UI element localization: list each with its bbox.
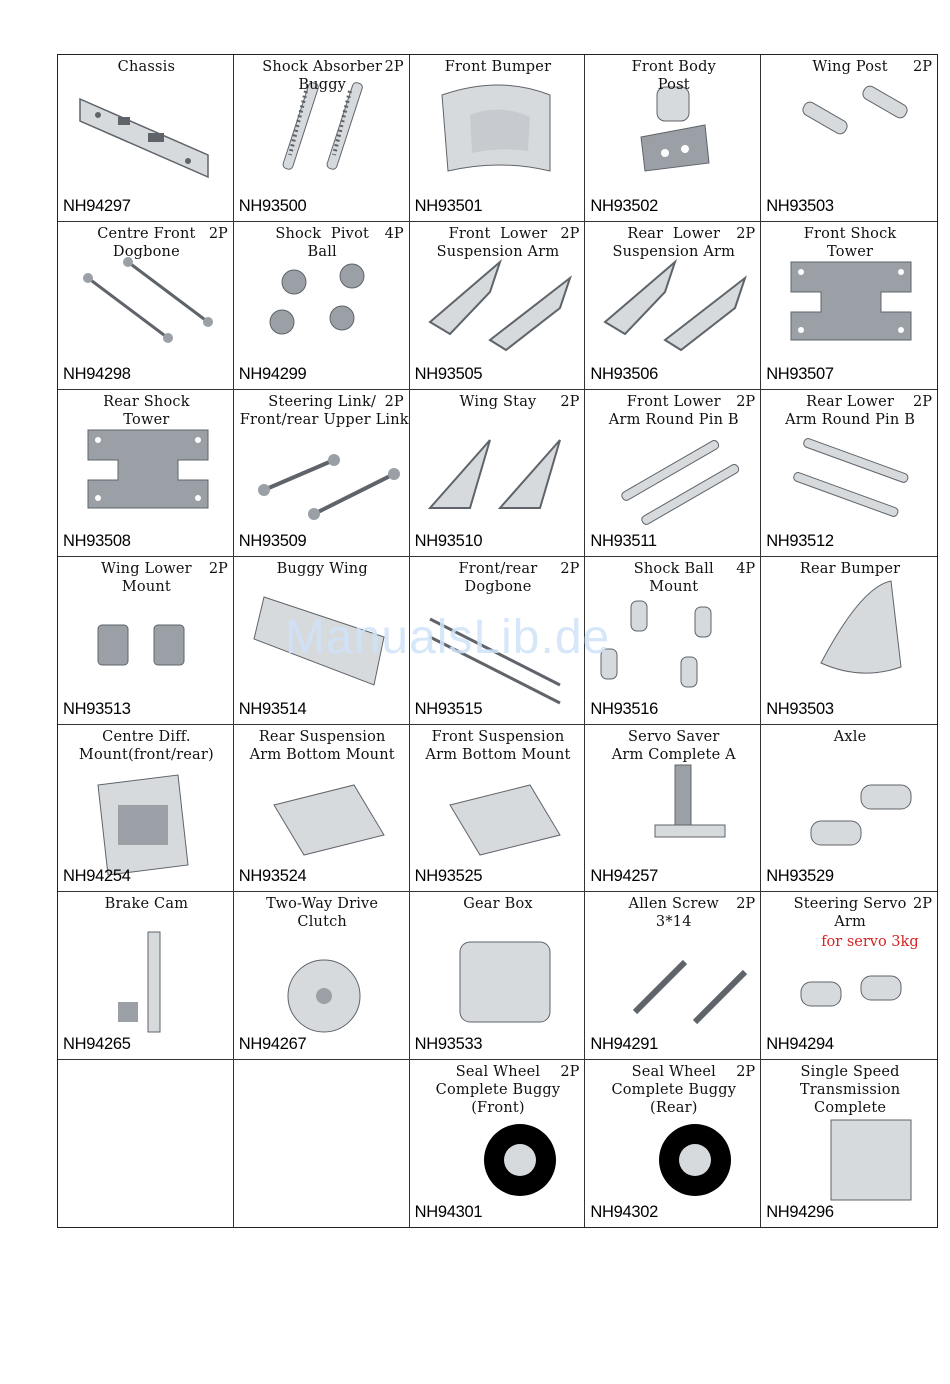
part-number: NH93515 bbox=[414, 699, 483, 718]
part-title: Wing Stay bbox=[459, 393, 537, 410]
part-cell bbox=[410, 55, 586, 222]
part-title: Front Lower Suspension Arm bbox=[436, 226, 560, 261]
part-cell bbox=[585, 557, 761, 724]
part-number: NH94257 bbox=[590, 867, 659, 886]
part-quantity: 4P bbox=[736, 561, 756, 578]
part-number: NH93508 bbox=[63, 532, 131, 551]
part-cell bbox=[234, 222, 410, 389]
part-number: NH93516 bbox=[590, 699, 659, 718]
part-number: NH94301 bbox=[414, 1203, 483, 1221]
part-cell bbox=[585, 1060, 761, 1227]
part-cell bbox=[234, 725, 410, 892]
part-quantity: 2P bbox=[560, 226, 580, 243]
part-title: Front/rear Dogbone bbox=[458, 561, 538, 596]
part-quantity: 2P bbox=[736, 1063, 756, 1080]
part-cell bbox=[585, 55, 761, 222]
part-cell bbox=[58, 1060, 234, 1227]
part-number: NH93511 bbox=[590, 532, 657, 551]
part-cell bbox=[761, 222, 937, 389]
part-title: Rear Shock Tower bbox=[103, 393, 190, 428]
part-number: NH94297 bbox=[63, 197, 131, 216]
part-cell bbox=[761, 892, 937, 1059]
part-title: Rear Suspension Arm Bottom Mount bbox=[249, 728, 395, 763]
part-title: Seal Wheel Complete Buggy (Rear) bbox=[611, 1063, 737, 1116]
part-cell bbox=[410, 557, 586, 724]
part-cell bbox=[410, 390, 586, 557]
part-number: NH93510 bbox=[414, 532, 483, 551]
part-title: Shock Absorber Buggy bbox=[262, 59, 383, 93]
part-number: NH94294 bbox=[766, 1034, 834, 1053]
part-quantity: 2P bbox=[560, 561, 580, 578]
part-quantity: 2P bbox=[560, 393, 580, 410]
part-title: Allen Screw 3*14 bbox=[628, 896, 720, 931]
part-number: NH94296 bbox=[766, 1203, 834, 1221]
part-title: Front Body Post bbox=[631, 59, 716, 93]
part-title: Front Bumper bbox=[444, 59, 552, 75]
part-title: Gear Box bbox=[463, 896, 533, 913]
part-cell bbox=[58, 222, 234, 389]
part-number: NH93507 bbox=[766, 364, 834, 383]
part-number: NH93513 bbox=[63, 699, 131, 718]
part-title: Rear Lower Suspension Arm bbox=[612, 226, 736, 261]
part-title: Front Suspension Arm Bottom Mount bbox=[425, 728, 571, 763]
part-title: Axle bbox=[833, 728, 867, 745]
part-quantity: 2P bbox=[208, 561, 228, 578]
part-number: NH94298 bbox=[63, 364, 131, 383]
watermark: ManualsLib.de bbox=[285, 611, 611, 664]
part-cell bbox=[410, 222, 586, 389]
part-quantity: 2P bbox=[208, 226, 228, 243]
part-title: Seal Wheel Complete Buggy (Front) bbox=[435, 1063, 561, 1116]
part-cell bbox=[58, 55, 234, 222]
part-cell bbox=[761, 557, 937, 724]
part-number: NH93525 bbox=[414, 867, 483, 886]
part-quantity: 2P bbox=[384, 393, 404, 410]
part-title: Centre Front Dogbone bbox=[97, 226, 196, 261]
part-cell bbox=[58, 390, 234, 557]
part-title: Front Lower Arm Round Pin B bbox=[608, 393, 739, 428]
part-cell bbox=[234, 55, 410, 222]
part-cell bbox=[58, 725, 234, 892]
part-cell bbox=[234, 390, 410, 557]
part-number: NH94291 bbox=[590, 1034, 659, 1053]
part-title: Front Shock Tower bbox=[803, 226, 897, 261]
part-number: NH94299 bbox=[238, 364, 307, 383]
part-number: NH93500 bbox=[238, 197, 307, 216]
part-number: NH93524 bbox=[238, 867, 307, 886]
part-cell bbox=[761, 725, 937, 892]
part-cell bbox=[410, 892, 586, 1059]
part-cell bbox=[234, 892, 410, 1059]
part-title: Chassis bbox=[117, 59, 176, 75]
part-quantity: 2P bbox=[913, 896, 932, 913]
part-cell bbox=[585, 222, 761, 389]
part-title: Wing Post bbox=[812, 59, 888, 75]
part-number: NH93503 bbox=[766, 699, 834, 718]
part-number: NH93529 bbox=[766, 867, 834, 886]
part-number: NH93501 bbox=[414, 197, 483, 216]
part-cell bbox=[761, 390, 937, 557]
part-quantity: 2P bbox=[736, 896, 756, 913]
part-title: Rear Bumper bbox=[799, 561, 901, 578]
part-quantity: 4P bbox=[384, 226, 404, 243]
part-number: NH93514 bbox=[238, 699, 307, 718]
part-title: Servo Saver Arm Complete A bbox=[611, 728, 736, 763]
part-quantity: 2P bbox=[913, 59, 932, 75]
part-cell bbox=[761, 1060, 937, 1227]
part-quantity: 2P bbox=[736, 393, 756, 410]
part-cell bbox=[761, 55, 937, 222]
part-quantity: 2P bbox=[736, 226, 756, 243]
part-title: Brake Cam bbox=[104, 896, 189, 913]
part-title: Steering Servo Arm bbox=[793, 896, 907, 931]
part-number: NH94302 bbox=[590, 1203, 659, 1221]
part-title: Centre Diff. Mount(front/rear) bbox=[78, 728, 214, 763]
part-number: NH93503 bbox=[766, 197, 834, 216]
part-cell bbox=[234, 1060, 410, 1227]
part-cell bbox=[234, 557, 410, 724]
parts-grid bbox=[57, 54, 938, 1228]
part-quantity: 2P bbox=[913, 393, 932, 410]
part-note: for servo 3kg bbox=[821, 934, 919, 951]
part-number: NH94267 bbox=[238, 1034, 307, 1053]
part-title: Buggy Wing bbox=[276, 561, 368, 578]
part-number: NH93533 bbox=[414, 1034, 483, 1053]
part-number: NH93512 bbox=[766, 532, 834, 551]
part-title: Steering Link/ Front/rear Upper Link bbox=[239, 393, 409, 428]
part-number: NH94265 bbox=[63, 1034, 131, 1053]
part-title: Wing Lower Mount bbox=[100, 561, 192, 596]
part-quantity: 2P bbox=[384, 59, 404, 75]
part-cell bbox=[410, 725, 586, 892]
part-number: NH93509 bbox=[238, 532, 307, 551]
part-cell bbox=[410, 1060, 586, 1227]
part-title: Two-Way Drive Clutch bbox=[266, 896, 379, 931]
part-cell bbox=[585, 390, 761, 557]
part-number: NH93506 bbox=[590, 364, 659, 383]
part-cell bbox=[58, 892, 234, 1059]
part-cell bbox=[585, 725, 761, 892]
part-title: Shock Ball Mount bbox=[633, 561, 714, 596]
part-number: NH94254 bbox=[63, 867, 131, 886]
part-quantity: 2P bbox=[560, 1063, 580, 1080]
part-number: NH93502 bbox=[590, 197, 659, 216]
part-number: NH93505 bbox=[414, 364, 483, 383]
part-cell bbox=[58, 557, 234, 724]
part-cell bbox=[585, 892, 761, 1059]
part-title: Single Speed Transmission Complete bbox=[799, 1063, 901, 1116]
part-title: Rear Lower Arm Round Pin B bbox=[785, 393, 916, 428]
part-title: Shock Pivot Ball bbox=[275, 226, 370, 261]
